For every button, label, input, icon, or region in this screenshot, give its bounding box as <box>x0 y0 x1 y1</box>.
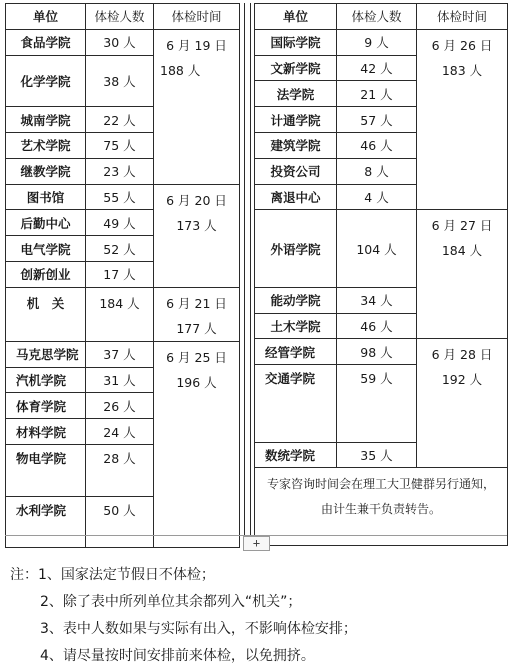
unit-count: 34 人 <box>337 287 417 313</box>
unit-count: 98 人 <box>337 339 417 365</box>
header-count: 体检人数 <box>86 4 154 30</box>
table-row <box>6 29 240 55</box>
unit-count: 59 人 <box>337 365 417 442</box>
exam-total: 183 人 <box>441 62 483 78</box>
header-row <box>255 4 508 30</box>
exam-total: 177 人 <box>176 320 217 336</box>
unit-count: 30 人 <box>86 29 154 55</box>
exam-time-cell <box>417 210 508 339</box>
footnote-item: 3、表中人数如果与实际有出入，不影响体检安排； <box>40 621 357 637</box>
unit-name: 投资公司 <box>255 158 337 184</box>
unit-count: 26 人 <box>86 393 154 419</box>
footnote-item: 注：1、国家法定节假日不体检； <box>10 567 215 583</box>
unit-count: 23 人 <box>86 158 154 184</box>
schedule-table-left <box>5 3 240 548</box>
unit-name: 图书馆 <box>6 184 86 210</box>
exam-date: 6 月 26 日 <box>431 37 493 53</box>
unit-count: 104 人 <box>337 210 417 287</box>
unit-name: 后勤中心 <box>6 210 86 236</box>
unit-count: 9 人 <box>337 29 417 55</box>
exam-date: 6 月 25 日 <box>166 349 227 365</box>
unit-count: 17 人 <box>86 261 154 287</box>
unit-count: 22 人 <box>86 107 154 133</box>
unit-name: 交通学院 <box>255 365 337 442</box>
exam-time-cell <box>154 29 240 184</box>
table-row <box>6 184 240 210</box>
exam-time-cell <box>154 341 240 547</box>
footnote-item: 4、请尽量按时间安排前来体检，以免拥挤。 <box>40 648 315 664</box>
exam-total: 192 人 <box>441 372 483 388</box>
unit-count: 8 人 <box>337 158 417 184</box>
exam-total: 173 人 <box>176 217 217 233</box>
unit-count: 57 人 <box>337 107 417 133</box>
exam-total: 188 人 <box>160 62 201 78</box>
table-row <box>255 339 508 365</box>
header-time: 体检时间 <box>154 4 240 30</box>
table-row <box>6 341 240 367</box>
unit-count: 31 人 <box>86 367 154 393</box>
header-time: 体检时间 <box>417 4 508 30</box>
unit-name: 体育学院 <box>6 393 86 419</box>
unit-count: 21 人 <box>337 81 417 107</box>
unit-name: 计通学院 <box>255 107 337 133</box>
unit-name: 电气学院 <box>6 236 86 262</box>
unit-count: 184 人 <box>86 287 154 341</box>
unit-name: 能动学院 <box>255 287 337 313</box>
unit-name: 经管学院 <box>255 339 337 365</box>
unit-name: 外语学院 <box>255 210 337 287</box>
unit-name: 食品学院 <box>6 29 86 55</box>
unit-count: 42 人 <box>337 55 417 81</box>
exam-time-cell <box>417 29 508 210</box>
exam-total: 196 人 <box>176 374 217 390</box>
header-unit: 单位 <box>255 4 337 30</box>
unit-name: 马克思学院 <box>6 341 86 367</box>
unit-count: 46 人 <box>337 313 417 339</box>
note-row <box>255 468 508 494</box>
header-unit: 单位 <box>6 4 86 30</box>
table-row <box>255 210 508 236</box>
footnote-prefix: 注： <box>10 567 38 583</box>
exam-date: 6 月 20 日 <box>166 192 227 208</box>
unit-name: 建筑学院 <box>255 132 337 158</box>
consult-note: 专家咨询时间会在理工大卫健群另行通知，由计生兼干负责转告。 <box>255 468 508 545</box>
unit-count: 55 人 <box>86 184 154 210</box>
unit-count: 37 人 <box>86 341 154 367</box>
unit-name: 离退中心 <box>255 184 337 210</box>
header-row <box>6 4 240 30</box>
table-row <box>255 29 508 55</box>
unit-count: 49 人 <box>86 210 154 236</box>
exam-time-cell <box>154 184 240 287</box>
unit-name: 法学院 <box>255 81 337 107</box>
unit-name: 土木学院 <box>255 313 337 339</box>
header-count: 体检人数 <box>337 4 417 30</box>
unit-name: 城南学院 <box>6 107 86 133</box>
unit-count: 75 人 <box>86 132 154 158</box>
add-row-button[interactable]: + <box>243 536 270 551</box>
schedule-table-right <box>254 3 508 546</box>
unit-count: 4 人 <box>337 184 417 210</box>
unit-name: 文新学院 <box>255 55 337 81</box>
unit-count: 38 人 <box>86 55 154 107</box>
unit-count: 24 人 <box>86 419 154 445</box>
column-divider <box>244 3 251 535</box>
unit-name: 汽机学院 <box>6 367 86 393</box>
unit-count: 35 人 <box>337 442 417 468</box>
exam-date: 6 月 28 日 <box>431 347 493 363</box>
unit-name: 化学学院 <box>6 55 86 107</box>
footnote-item: 2、除了表中所列单位其余都列入“机关”； <box>40 594 302 610</box>
unit-name: 水利学院 <box>6 496 86 548</box>
unit-name: 数统学院 <box>255 442 337 468</box>
exam-total: 184 人 <box>441 243 483 259</box>
exam-date: 6 月 27 日 <box>431 218 493 234</box>
table-row <box>6 287 240 314</box>
unit-count: 28 人 <box>86 444 154 496</box>
exam-time-cell <box>154 287 240 341</box>
unit-name: 艺术学院 <box>6 132 86 158</box>
exam-date: 6 月 19 日 <box>166 37 227 53</box>
unit-name: 继教学院 <box>6 158 86 184</box>
unit-count: 50 人 <box>86 496 154 548</box>
exam-time-cell <box>417 339 508 468</box>
unit-name: 材料学院 <box>6 419 86 445</box>
unit-name: 创新创业 <box>6 261 86 287</box>
exam-date: 6 月 21 日 <box>166 295 227 311</box>
unit-name: 国际学院 <box>255 29 337 55</box>
footnotes <box>10 562 357 670</box>
unit-count: 46 人 <box>337 132 417 158</box>
unit-name: 物电学院 <box>6 444 86 496</box>
unit-name: 机 关 <box>6 287 86 341</box>
unit-count: 52 人 <box>86 236 154 262</box>
